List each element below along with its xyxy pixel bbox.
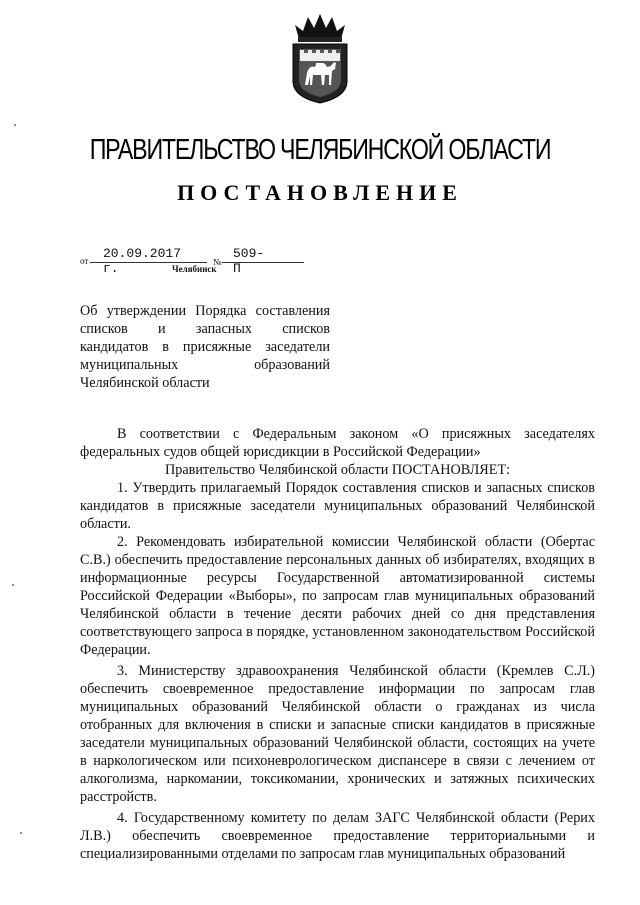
subject-line: Челябинской области xyxy=(80,375,210,391)
subject-line: кандидатов в присяжные заседатели xyxy=(80,339,330,355)
subject-line: Об утверждении Порядка составления xyxy=(80,303,330,319)
resolves-line: Правительство Челябинской области ПОСТАНОВЛЯЕТ: xyxy=(164,462,511,478)
number-underline xyxy=(222,262,304,263)
scan-speck xyxy=(12,584,14,586)
decree-number: 509-П xyxy=(233,246,265,276)
document-type-title: ПОСТАНОВЛЕНИЕ xyxy=(177,180,463,205)
decree-subject xyxy=(80,302,330,392)
scan-speck xyxy=(14,124,16,126)
decree-item: 1. Утвердить прилагаемый Порядок составления списков и запасных списков кандидатов в присяжные заседатели муниципальных образований Челябинской области. xyxy=(80,480,595,532)
date-prefix: от xyxy=(80,256,89,266)
preamble-paragraph: В соответствии с Федеральным законом «О присяжных заседателях федеральных судов общей юрисдикции в Российской Федерации» xyxy=(80,426,595,460)
decree-item: 2. Рекомендовать избирательной комиссии Челябинской области (Обертас С.В.) обеспечить предоставление персональных данных об избирателях, входящих в информационные ресурсы Государственной автоматизированной системы Российской Федерации «Выборы», по запросам глав муниципальных образований Челябинской области в течение десяти рабочих дней со дня представления соответствующего запроса в порядке, установленном законодательством Российской Федерации. xyxy=(80,534,595,658)
decree-date: 20.09.2017 г. xyxy=(103,246,182,276)
decree-body xyxy=(80,425,595,863)
chelyabinsk-coat-of-arms-icon xyxy=(289,13,351,105)
date-underline xyxy=(90,262,207,263)
number-prefix: № xyxy=(213,257,222,267)
subject-line: списков и запасных списков xyxy=(80,321,330,337)
government-title: ПРАВИТЕЛЬСТВО ЧЕЛЯБИНСКОЙ ОБЛАСТИ xyxy=(89,134,551,166)
subject-line: муниципальных образований xyxy=(80,357,330,373)
decree-city: Челябинск xyxy=(172,264,217,274)
decree-item: 3. Министерству здравоохранения Челябинской области (Кремлев С.Л.) обеспечить своевременное предоставление информации по запросам глав муниципальных образований Челябинской области о гражданах из числа отобранных для включения в списки и запасные списки кандидатов в присяжные заседатели муниципальных образований Челябинской области, состоящих на учете в наркологическом или психоневрологическом диспансере в связи с лечением от алкоголизма, наркомании, токсикомании, хронических и затяжных психических расстройств. xyxy=(80,663,595,805)
decree-item: 4. Государственному комитету по делам ЗАГС Челябинской области (Рерих Л.В.) обеспечить своевременное предоставление территориальными и специализированными отделами по запросам глав муниципальных образований xyxy=(80,810,595,862)
scan-speck xyxy=(20,832,22,834)
